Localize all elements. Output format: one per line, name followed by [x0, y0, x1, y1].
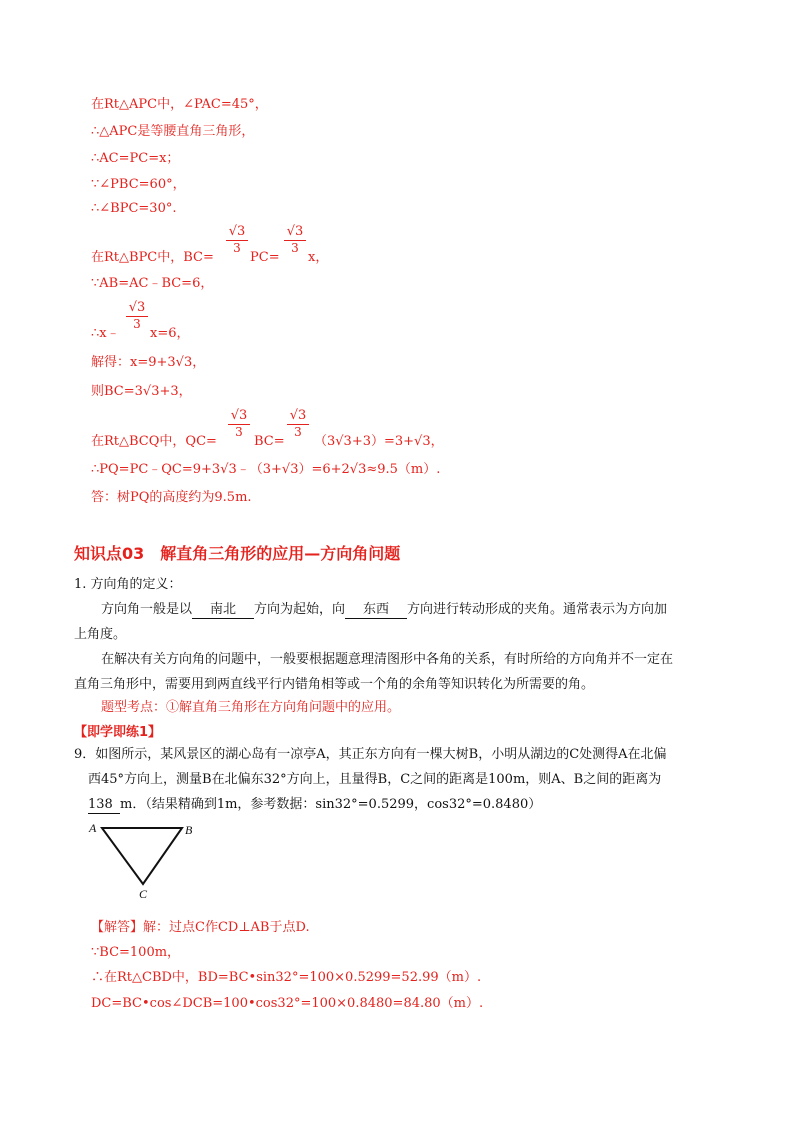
definition-title: 1. 方向角的定义： [74, 577, 182, 592]
fraction-numerator: √3 [226, 224, 248, 241]
solution-line-11-pre: 在Rt△BCQ中，QC= [91, 434, 217, 449]
fraction-denominator: 3 [235, 425, 243, 439]
practice-tag: 【即学即练1】 [74, 725, 162, 740]
answer-line-2: ∵BC=100m， [91, 945, 181, 960]
section-heading: 知识点03 解直角三角形的应用—方向角问题 [74, 544, 401, 563]
solution-line-13: 答：树PQ的高度约为9.5m. [91, 490, 252, 505]
question-type-note: 题型考点：①解直角三角形在方向角问题中的应用。 [101, 700, 401, 715]
solution-line-11-post: （3√3+3）=3+√3， [314, 434, 444, 449]
solution-line-8-pre: ∴x﹣ [91, 326, 120, 341]
paragraph-2-line-1: 在解决有关方向角的问题中，一般要根据题意理清图形中各角的关系，有时所给的方向角并不一定在 [101, 652, 674, 667]
solution-line-2: ∴△APC是等腰直角三角形， [91, 124, 255, 139]
answer-line-4: DC=BC•cos∠DCB=100•cos32°=100×0.8480=84.80（m）. [91, 996, 484, 1011]
solution-line-6-pre: 在Rt△BPC中，BC= [91, 250, 214, 265]
question-line-3 [88, 797, 541, 814]
solution-line-10: 则BC=3√3+3， [91, 384, 192, 399]
fraction-sqrt3-over-3 [126, 300, 148, 331]
triangle-abc [102, 828, 182, 884]
question-line-2: 西45°方向上，测量B在北偏东32°方向上，且量得B，C之间的距离是100m，则A、B之间的距离为 [88, 772, 662, 787]
label-a: A [89, 821, 97, 835]
blank-answer-1: 南北 [192, 602, 254, 619]
fraction-denominator: 3 [233, 241, 241, 255]
fraction-numerator: √3 [228, 408, 250, 425]
fraction-denominator: 3 [294, 425, 302, 439]
solution-line-12: ∴PQ=PC﹣QC=9+3√3﹣（3+√3）=6+2√3≈9.5（m）. [91, 462, 441, 477]
solution-line-11-mid: BC= [254, 434, 285, 449]
fraction-numerator: √3 [287, 408, 309, 425]
answer-line-3: ∴在Rt△CBD中，BD=BC•sin32°=100×0.5299=52.99（m）. [91, 970, 482, 985]
fraction-sqrt3-over-3 [287, 408, 309, 439]
fraction-denominator: 3 [291, 241, 299, 255]
solution-line-6-post: x， [308, 250, 329, 265]
label-b: B [185, 823, 193, 837]
solution-line-8-post: x=6， [150, 326, 190, 341]
solution-line-1: 在Rt△APC中，∠PAC=45°， [91, 97, 268, 112]
fraction-sqrt3-over-3 [226, 224, 248, 255]
answer-line-1: 【解答】解：过点C作CD⊥AB于点D. [91, 920, 310, 935]
label-c: C [139, 887, 148, 901]
definition-text: 方向为起始，向 [254, 602, 346, 617]
fraction-denominator: 3 [133, 317, 141, 331]
question-line-1: 9．如图所示，某风景区的湖心岛有一凉亭A，其正东方向有一棵大树B，小明从湖边的C处测得A在北偏 [74, 747, 667, 762]
solution-line-3: ∴AC=PC=x； [91, 151, 180, 166]
answer-blank: 138 [88, 797, 120, 814]
paragraph-2-line-2: 直角三角形中，需要用到两直线平行内错角相等或一个角的余角等知识转化为所需要的角。 [74, 677, 595, 692]
triangle-diagram [84, 818, 204, 908]
solution-line-6-mid: PC= [250, 250, 280, 265]
solution-line-7: ∵AB=AC﹣BC=6， [91, 276, 214, 291]
question-text: m．（结果精确到1m，参考数据：sin32°=0.5299，cos32°=0.8480） [120, 797, 542, 812]
fraction-sqrt3-over-3 [228, 408, 250, 439]
fraction-numerator: √3 [284, 224, 306, 241]
solution-line-5: ∴∠BPC=30°. [91, 201, 177, 216]
fraction-numerator: √3 [126, 300, 148, 317]
solution-line-4: ∵∠PBC=60°， [91, 177, 186, 192]
definition-text: 方向进行转动形成的夹角。通常表示为方向加 [407, 602, 668, 617]
definition-paragraph-line-1 [101, 602, 667, 619]
fraction-sqrt3-over-3 [284, 224, 306, 255]
blank-answer-2: 东西 [345, 602, 407, 619]
solution-line-9: 解得：x=9+3√3， [91, 355, 206, 370]
definition-text: 方向角一般是以 [101, 602, 193, 617]
definition-paragraph-line-2: 上角度。 [74, 627, 127, 642]
